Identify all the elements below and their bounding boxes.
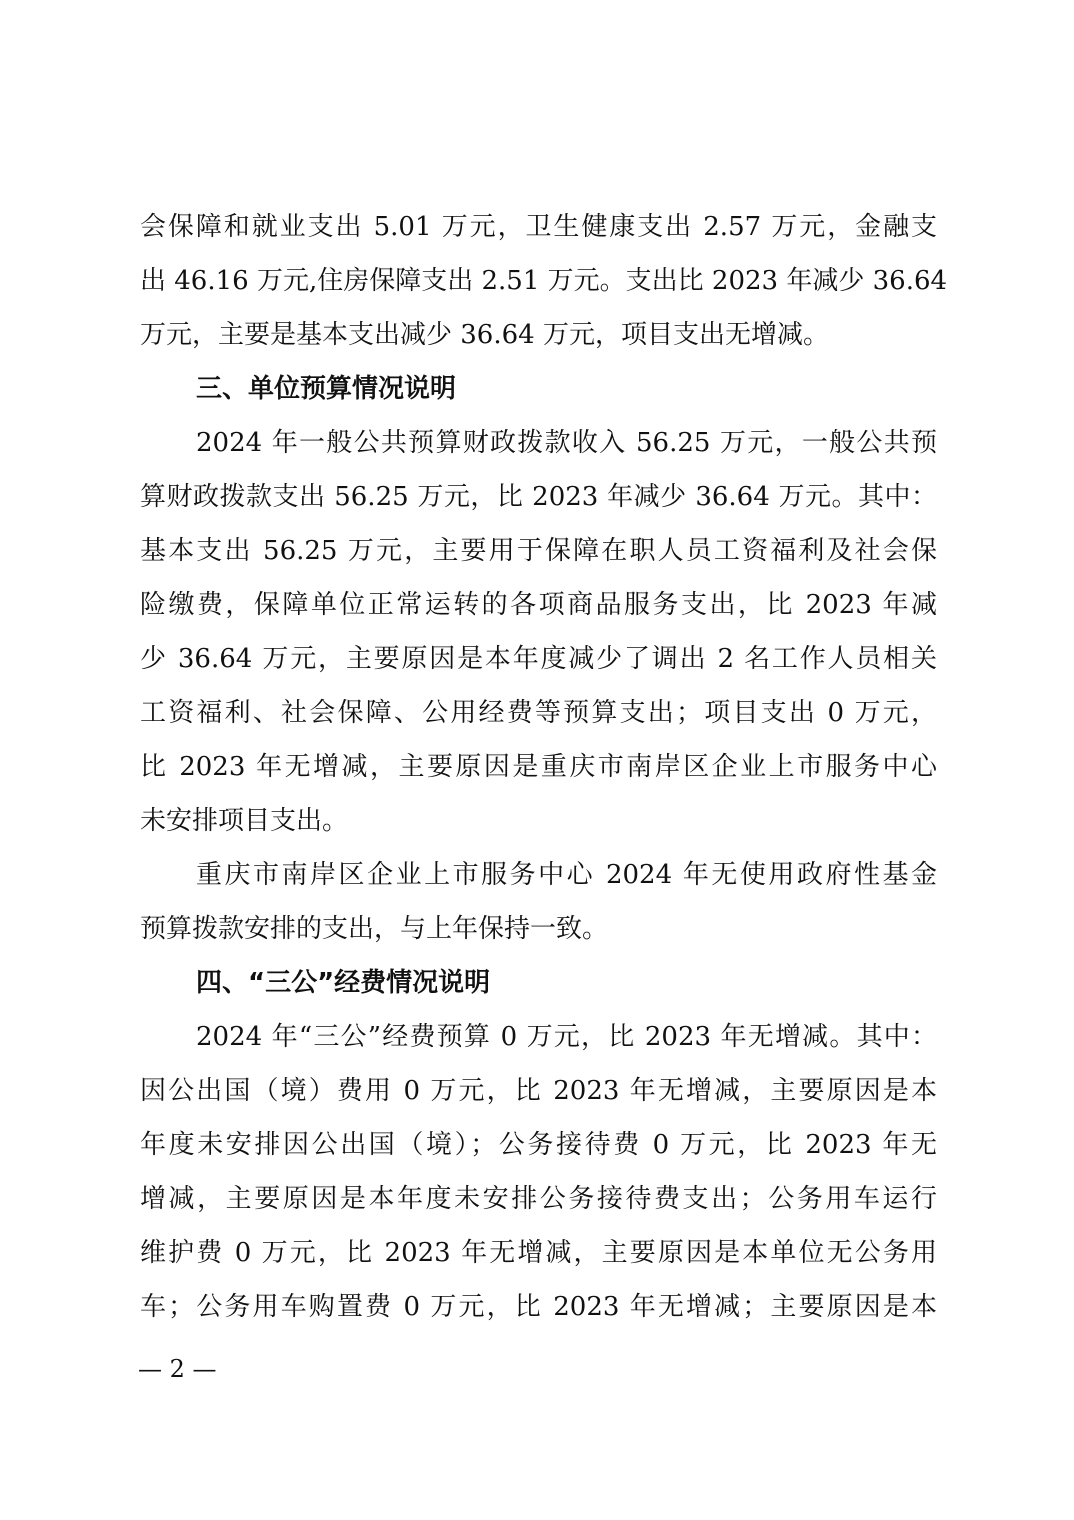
text-line: 2024 年“三公”经费预算 0 万元，比 2023 年无增减。其中： <box>196 1022 937 1052</box>
section-heading: 三、单位预算情况说明 <box>196 374 457 404</box>
text-line: 万元，主要是基本支出减少 36.64 万元，项目支出无增减。 <box>140 320 829 350</box>
text-line: 出 46.16 万元,住房保障支出 2.51 万元。支出比 2023 年减少 36.64 <box>140 266 948 296</box>
text-line: 未安排项目支出。 <box>140 806 349 836</box>
page-number: — 2 — <box>138 1355 217 1383</box>
text-line: 增减，主要原因是本年度未安排公务接待费支出；公务用车运行 <box>140 1184 937 1214</box>
text-line: 维护费 0 万元，比 2023 年无增减，主要原因是本单位无公务用 <box>140 1238 937 1268</box>
text-line: 因公出国（境）费用 0 万元，比 2023 年无增减，主要原因是本 <box>140 1076 937 1106</box>
section-heading: 四、“三公”经费情况说明 <box>196 968 491 998</box>
text-line: 预算拨款安排的支出，与上年保持一致。 <box>140 914 609 944</box>
document-body <box>140 200 948 1334</box>
text-line: 基本支出 56.25 万元，主要用于保障在职人员工资福利及社会保 <box>140 536 937 566</box>
text-line: 车；公务用车购置费 0 万元，比 2023 年无增减；主要原因是本 <box>140 1292 937 1322</box>
text-line: 比 2023 年无增减，主要原因是重庆市南岸区企业上市服务中心 <box>140 752 937 782</box>
text-line: 少 36.64 万元，主要原因是本年度减少了调出 2 名工作人员相关 <box>140 644 937 674</box>
text-line: 会保障和就业支出 5.01 万元，卫生健康支出 2.57 万元，金融支 <box>140 212 937 242</box>
text-line: 年度未安排因公出国（境）；公务接待费 0 万元，比 2023 年无 <box>140 1130 937 1160</box>
text-line: 算财政拨款支出 56.25 万元，比 2023 年减少 36.64 万元。其中： <box>140 482 937 512</box>
text-line: 工资福利、社会保障、公用经费等预算支出；项目支出 0 万元， <box>140 698 937 728</box>
text-line: 2024 年一般公共预算财政拨款收入 56.25 万元，一般公共预 <box>196 428 937 458</box>
text-line: 重庆市南岸区企业上市服务中心 2024 年无使用政府性基金 <box>196 860 937 890</box>
text-line: 险缴费，保障单位正常运转的各项商品服务支出，比 2023 年减 <box>140 590 937 620</box>
